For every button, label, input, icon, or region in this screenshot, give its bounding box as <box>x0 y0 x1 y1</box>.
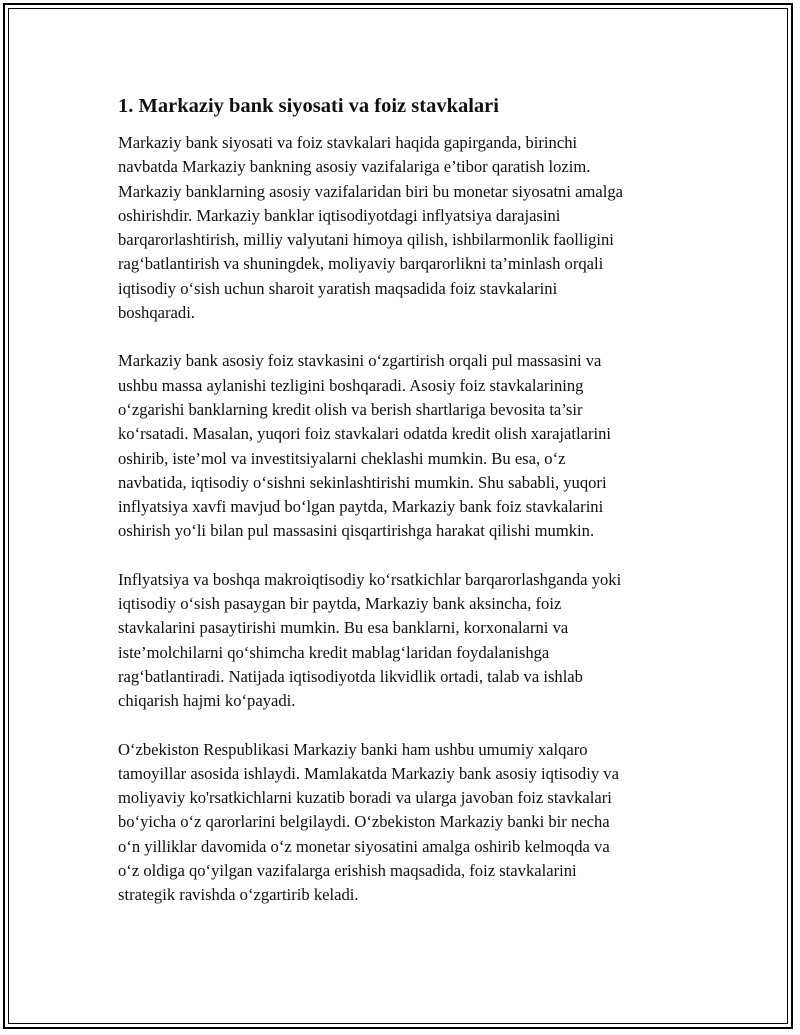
paragraph-3 <box>118 568 683 714</box>
text-line: o‘zgarishi banklarning kredit olish va berish shartlariga bevosita ta’sir <box>118 399 583 419</box>
text-line: navbatida, iqtisodiy o‘sishni sekinlashtirishi mumkin. Shu sababli, yuqori <box>118 472 607 492</box>
text-line: chiqarish hajmi ko‘payadi. <box>118 691 296 711</box>
text-line: inflyatsiya xavfi mavjud bo‘lgan paytda, Markaziy bank foiz stavkalarini <box>118 497 604 517</box>
text-line: Markaziy bank siyosati va foiz stavkalari haqida gapirganda, birinchi <box>118 133 578 152</box>
text-line: barqarorlashtirish, milliy valyutani himoya qilish, ishbilarmonlik faolligini <box>118 230 614 250</box>
text-line: oshirish yo‘li bilan pul massasini qisqartirishga harakat qilishi mumkin. <box>118 521 595 541</box>
text-line: oshirib, iste’mol va investitsiyalarni cheklashi mumkin. Bu esa, o‘z <box>118 448 566 468</box>
section-heading: 1. Markaziy bank siyosati va foiz stavkalari <box>118 95 499 117</box>
paragraph-4 <box>118 738 683 908</box>
text-line: Markaziy banklarning asosiy vazifalaridan biri bu monetar siyosatni amalga <box>118 181 624 201</box>
text-line: iqtisodiy o‘sish uchun sharoit yaratish maqsadida foiz stavkalarini <box>118 278 558 298</box>
text-line: rag‘batlantiradi. Natijada iqtisodiyotda likvidlik ortadi, talab va ishlab <box>118 666 583 686</box>
text-line: O‘zbekiston Respublikasi Markaziy banki ham ushbu umumiy xalqaro <box>118 739 588 759</box>
text-line: Markaziy bank asosiy foiz stavkasini o‘zgartirish orqali pul massasini va <box>118 351 602 371</box>
text-line: iqtisodiy o‘sish pasaygan bir paytda, Markaziy bank aksincha, foiz <box>118 594 562 614</box>
text-line: boshqaradi. <box>118 303 195 323</box>
text-line: o‘z oldiga qo‘yilgan vazifalarga erishish maqsadida, foiz stavkalarini <box>118 861 577 881</box>
text-line: Inflyatsiya va boshqa makroiqtisodiy ko‘rsatkichlar barqarorlashganda yoki <box>118 569 622 589</box>
text-line: oshirishdir. Markaziy banklar iqtisodiyotdagi inflyatsiya darajasini <box>118 205 561 225</box>
text-line: strategik ravishda o‘zgartirib keladi. <box>118 885 359 905</box>
document-body <box>118 92 683 932</box>
text-line: moliyaviy ko'rsatkichlarni kuzatib boradi va ularga javoban foiz stavkalari <box>118 788 612 808</box>
text-line: navbatda Markaziy bankning asosiy vazifalariga e’tibor qaratish lozim. <box>118 157 591 177</box>
text-line: ushbu massa aylanishi tezligini boshqaradi. Asosiy foiz stavkalarining <box>118 375 584 395</box>
text-line: stavkalarini pasaytirishi mumkin. Bu esa banklarni, korxonalarni va <box>118 618 569 638</box>
paragraph-2 <box>118 349 683 543</box>
paragraph-1 <box>118 131 683 325</box>
text-line: ko‘rsatadi. Masalan, yuqori foiz stavkalari odatda kredit olish xarajatlarini <box>118 424 612 444</box>
text-line: iste’molchilarni qo‘shimcha kredit mablag‘laridan foydalanishga <box>118 642 550 662</box>
text-line: rag‘batlantirish va shuningdek, moliyaviy barqarorlikni ta’minlash orqali <box>118 254 604 274</box>
text-line: o‘n yilliklar davomida o‘z monetar siyosatini amalga oshirib kelmoqda va <box>118 836 610 856</box>
text-line: tamoyillar asosida ishlaydi. Mamlakatda Markaziy bank asosiy iqtisodiy va <box>118 763 619 783</box>
text-line: bo‘yicha o‘z qarorlarini belgilaydi. O‘zbekiston Markaziy banki bir necha <box>118 812 610 832</box>
